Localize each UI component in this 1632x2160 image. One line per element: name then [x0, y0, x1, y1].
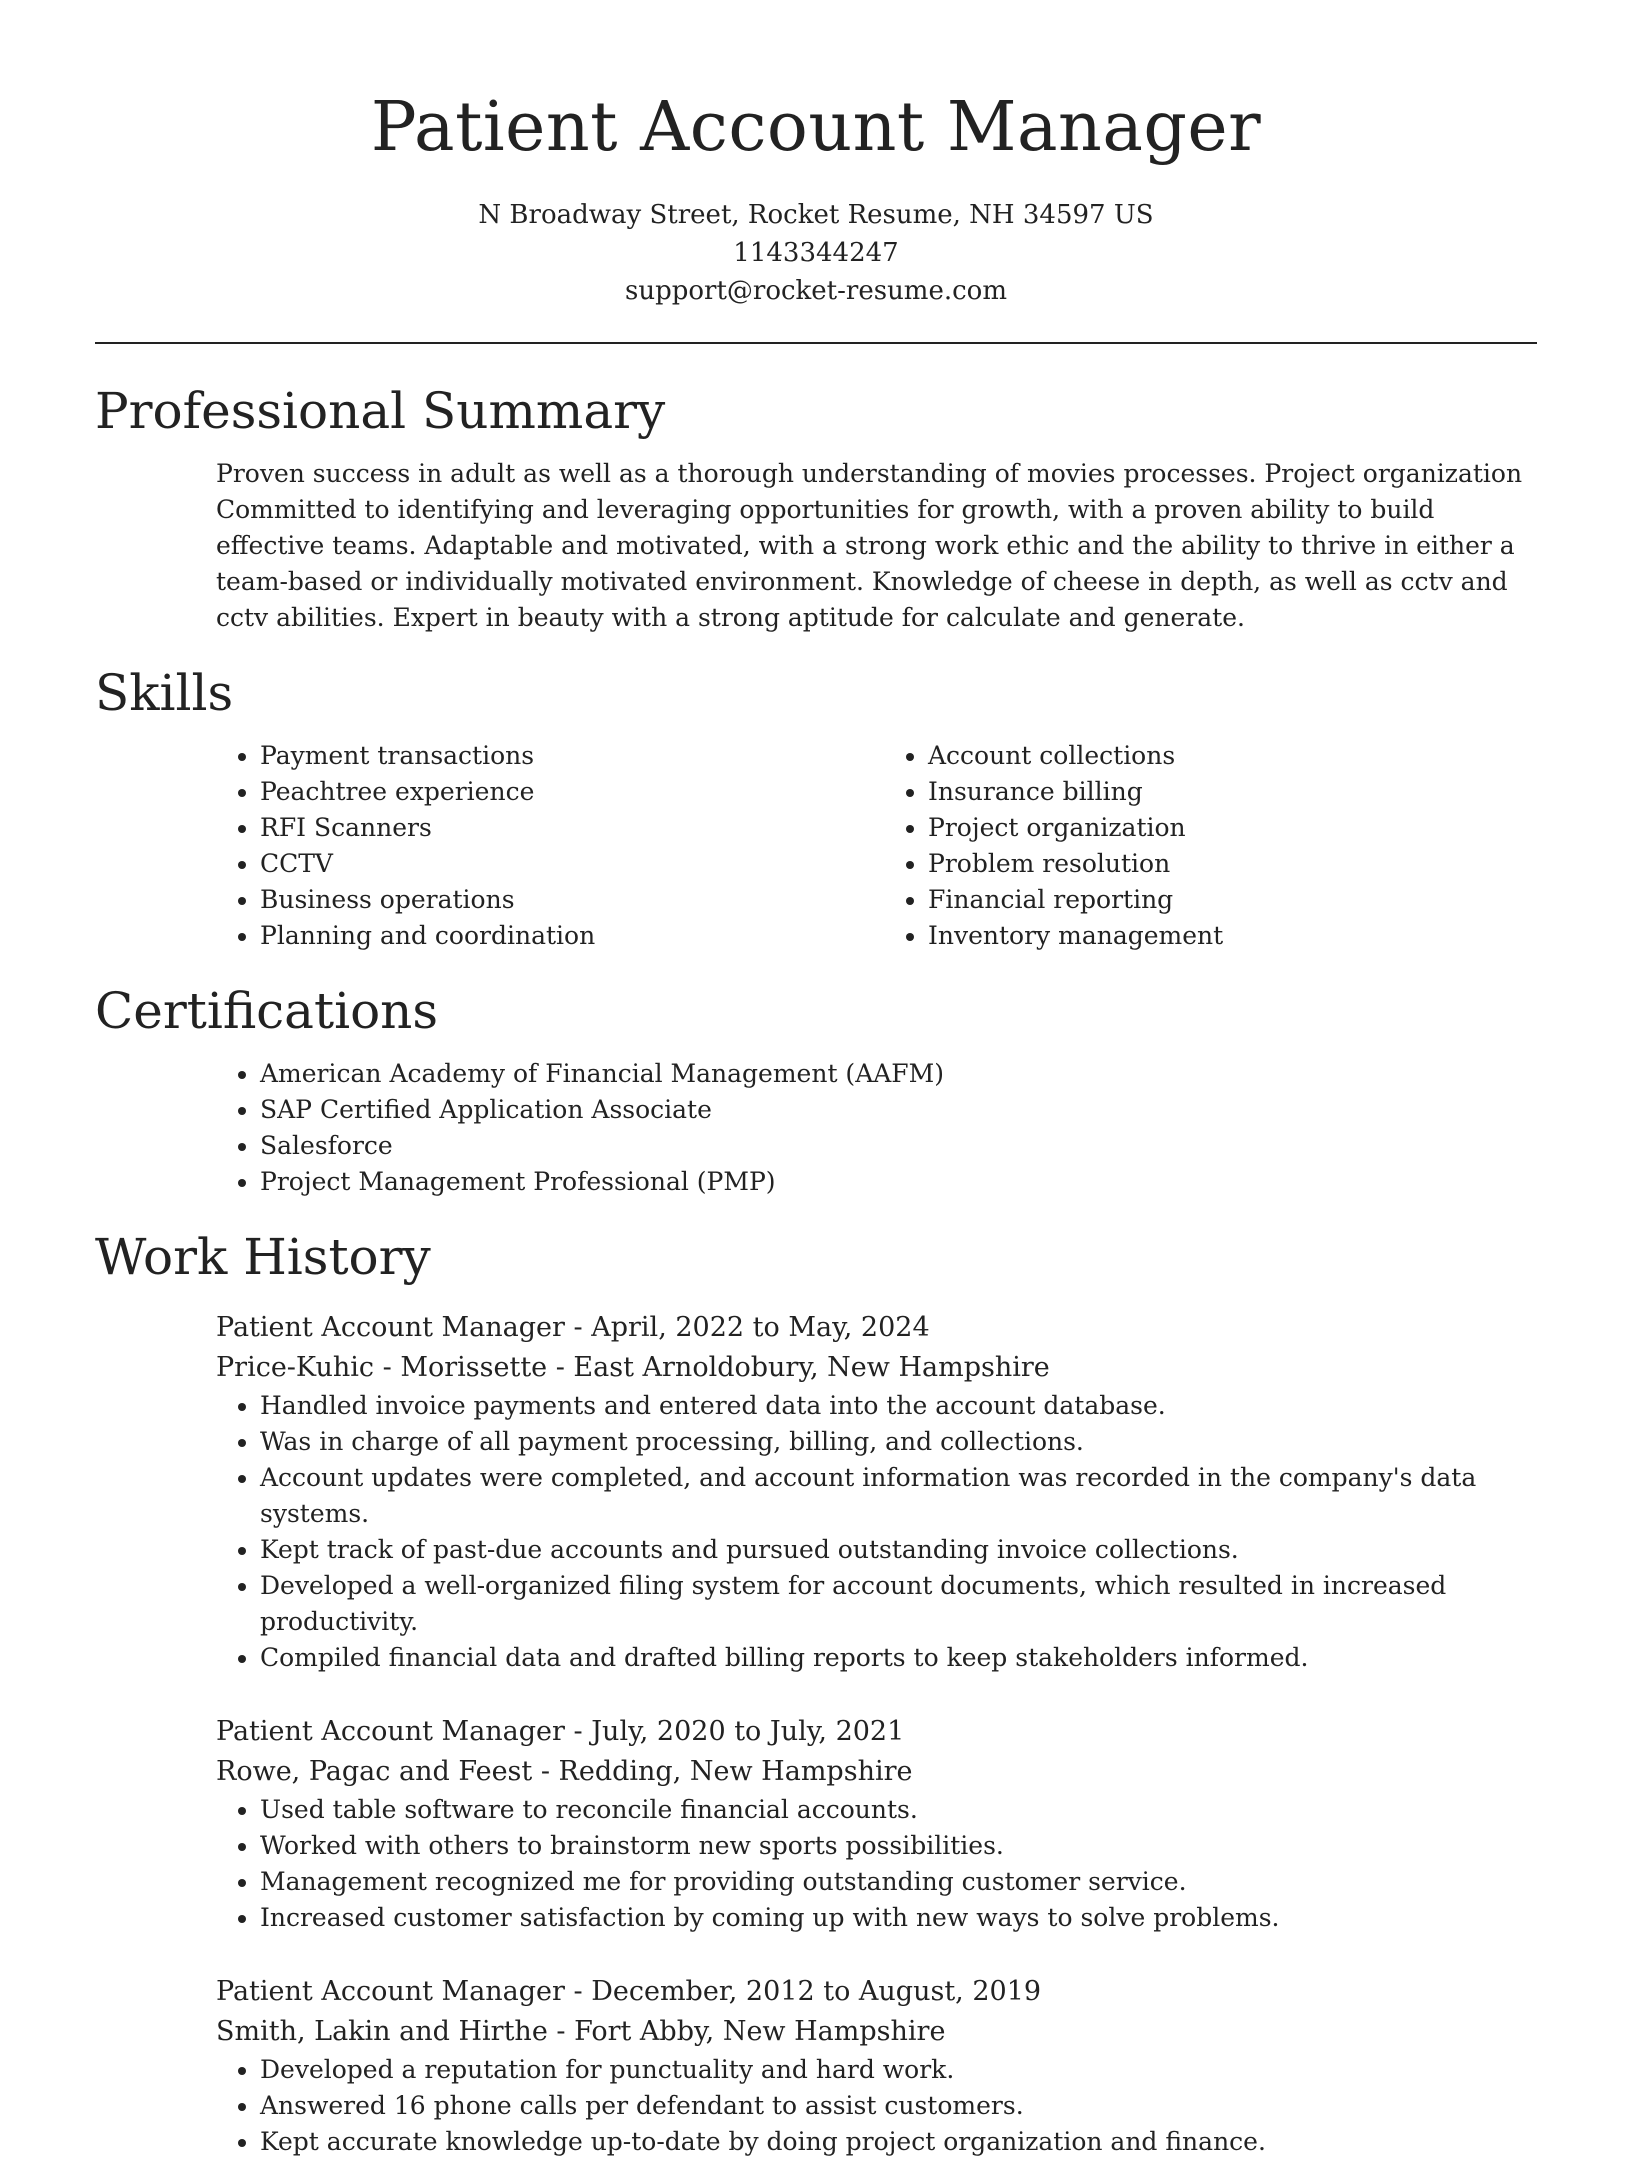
work-history-heading: Work History [95, 1228, 431, 1286]
certification-item: • Project Management Professional (PMP) [260, 1164, 1537, 1200]
skill-item: • Project organization [928, 810, 1528, 846]
email-text: support@rocket-resume.com [624, 276, 1007, 306]
skill-item: • Financial reporting [928, 882, 1528, 918]
job-responsibilities [216, 1792, 1537, 1936]
skills-list [216, 738, 1537, 954]
job-title-line: Patient Account Manager - April, 2022 to May, 2024 [216, 1312, 930, 1343]
header-divider [95, 342, 1537, 344]
job-responsibilities [216, 2052, 1537, 2160]
job-bullet: • Answered 16 phone calls per defendant to assist customers. [260, 2088, 1537, 2124]
address-text: N Broadway Street, Rocket Resume, NH 34597 US [478, 200, 1154, 230]
job-company-line: Smith, Lakin and Hirthe - Fort Abby, New Hampshire [216, 2016, 946, 2047]
job-bullet: • Increased customer satisfaction by coming up with new ways to solve problems. [260, 1900, 1537, 1936]
skill-item: • RFI Scanners [260, 810, 860, 846]
job-entry [216, 1712, 1537, 1936]
certification-item: • Salesforce [260, 1128, 1537, 1164]
phone-text: 1143344247 [733, 238, 899, 268]
job-entry [216, 1972, 1537, 2160]
resume-header [95, 0, 1537, 310]
job-bullet: • Worked with others to brainstorm new sports possibilities. [260, 1828, 1537, 1864]
skill-item: • Insurance billing [928, 774, 1528, 810]
skills-heading: Skills [95, 664, 234, 722]
certifications-list [216, 1056, 1537, 1200]
job-bullet: • Kept track of past-due accounts and pursued outstanding invoice collections. [260, 1532, 1537, 1568]
skill-item: • Problem resolution [928, 846, 1528, 882]
contact-block [95, 196, 1537, 310]
summary-heading: Professional Summary [95, 382, 666, 440]
skill-item: • Peachtree experience [260, 774, 860, 810]
job-title-line: Patient Account Manager - July, 2020 to July, 2021 [216, 1716, 905, 1747]
job-bullet: • Developed a reputation for punctuality and hard work. [260, 2052, 1537, 2088]
job-responsibilities [216, 1388, 1537, 1676]
certification-item: • American Academy of Financial Management (AAFM) [260, 1056, 1537, 1092]
skill-item: • Inventory management [928, 918, 1528, 954]
job-bullet: • Compiled financial data and drafted billing reports to keep stakeholders informed. [260, 1640, 1537, 1676]
job-company-line: Price-Kuhic - Morissette - East Arnoldobury, New Hampshire [216, 1352, 1050, 1383]
skills-column-2 [860, 738, 1528, 954]
skill-item: • Planning and coordination [260, 918, 860, 954]
job-bullet: • Used table software to reconcile financial accounts. [260, 1792, 1537, 1828]
job-bullet: • Kept accurate knowledge up-to-date by doing project organization and finance. [260, 2124, 1537, 2160]
skill-item: • Account collections [928, 738, 1528, 774]
resume-page [95, 0, 1537, 2160]
skill-item: • CCTV [260, 846, 860, 882]
job-bullet: • Developed a well-organized filing system for account documents, which resulted in increased productivity. [260, 1568, 1537, 1640]
job-bullet: • Handled invoice payments and entered data into the account database. [260, 1388, 1537, 1424]
job-title-line: Patient Account Manager - December, 2012 to August, 2019 [216, 1976, 1042, 2007]
skills-column-1 [216, 738, 860, 954]
job-company-line: Rowe, Pagac and Feest - Redding, New Hampshire [216, 1756, 913, 1787]
skill-item: • Payment transactions [260, 738, 860, 774]
candidate-name: Patient Account Manager [370, 88, 1262, 167]
job-bullet: • Was in charge of all payment processing, billing, and collections. [260, 1424, 1537, 1460]
skill-item: • Business operations [260, 882, 860, 918]
certification-item: • SAP Certified Application Associate [260, 1092, 1537, 1128]
job-bullet: • Account updates were completed, and account information was recorded in the company's data systems. [260, 1460, 1537, 1532]
certifications-heading: Certifications [95, 982, 439, 1040]
summary-text: Proven success in adult as well as a thorough understanding of movies processes. Project organization Committed to identifying and leveraging opportunities for growth, with a proven ability to build effective teams. Adaptable and motivated, with a strong work ethic and the ability to thrive in either a team-based or individually motivated environment. Knowledge of cheese in depth, as well as cctv and cctv abilities. Expert in beauty with a strong aptitude for calculate and generate. [216, 459, 1523, 632]
job-bullet: • Management recognized me for providing outstanding customer service. [260, 1864, 1537, 1900]
job-entry [216, 1308, 1537, 1676]
